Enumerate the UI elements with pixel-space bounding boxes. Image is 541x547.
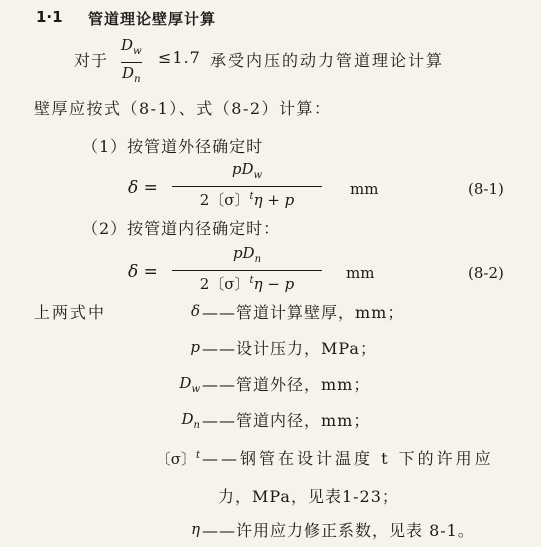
case1-unit: mm [350,180,379,198]
case2-num: pD [232,244,255,262]
case2-eqno: (8-2) [468,264,504,282]
case2-label: （2）按管道内径确定时： [82,219,281,238]
def-sigma-sup: t [195,450,200,461]
case1-lhs: δ = [128,178,158,198]
ratio-den: D [122,64,135,82]
case1-num: pD [231,160,254,178]
case1-den-pre: 2〔σ〕 [199,191,250,209]
def-delta-symbol: δ [190,302,200,320]
case1-num-sub: w [253,170,263,181]
case2-den-sup: t [249,275,254,286]
def-p-text: ——设计压力，MPa； [202,339,377,358]
formula-8-2 [172,244,322,293]
def-dw-sym: D [179,374,192,392]
ratio-num-sub: w [133,46,142,57]
def-dw-sub: w [191,384,200,395]
case2-den-post: η − p [253,275,295,293]
def-sigma-symbol [110,448,200,469]
def-dn-text: ——管道内径，mm； [202,411,371,430]
def-dn-sym: D [181,410,194,428]
case1-eqno: (8-1) [468,180,504,198]
def-eta-text: ——许用应力修正系数，见表 8-1。 [202,521,475,540]
def-eta-symbol: η [191,520,200,538]
intro-post: 承受内压的动力管道理论计算 [210,51,445,70]
section-title: 管道理论壁厚计算 [88,10,217,28]
ratio-fraction [121,36,142,89]
case1-label: （1）按管道外径确定时 [82,137,264,156]
def-dw-text: ——管道外径，mm； [202,375,371,394]
def-sigma-text: ——钢管在设计温度 t 下的许用应 [202,449,494,468]
intro-pre: 对于 [74,51,109,70]
ratio-num: D [121,36,134,54]
section-number: 1·1 [36,8,63,26]
def-sigma-text-cont: 力，MPa，见表1-23； [218,487,399,506]
ratio-den-sub: n [134,74,141,85]
def-dn-sub: n [193,420,200,431]
def-sigma-sym: 〔σ〕 [155,450,196,468]
def-dn-symbol [130,410,200,431]
def-delta-text: ——管道计算壁厚，mm； [202,303,405,322]
case2-num-sub: n [254,254,262,265]
defs-intro: 上两式中 [34,303,107,322]
case2-den-pre: 2〔σ〕 [199,275,250,293]
formula-8-1 [172,160,322,209]
def-p-symbol: p [190,338,200,356]
case2-unit: mm [346,264,375,282]
def-dw-symbol [130,374,200,395]
case1-den-sup: t [249,191,254,202]
intro-line2: 壁厚应按式（8-1）、式（8-2）计算： [34,99,332,118]
case1-den-post: η + p [253,191,295,209]
case2-lhs: δ = [128,262,158,282]
intro-relation: ≤1.7 [158,48,201,67]
